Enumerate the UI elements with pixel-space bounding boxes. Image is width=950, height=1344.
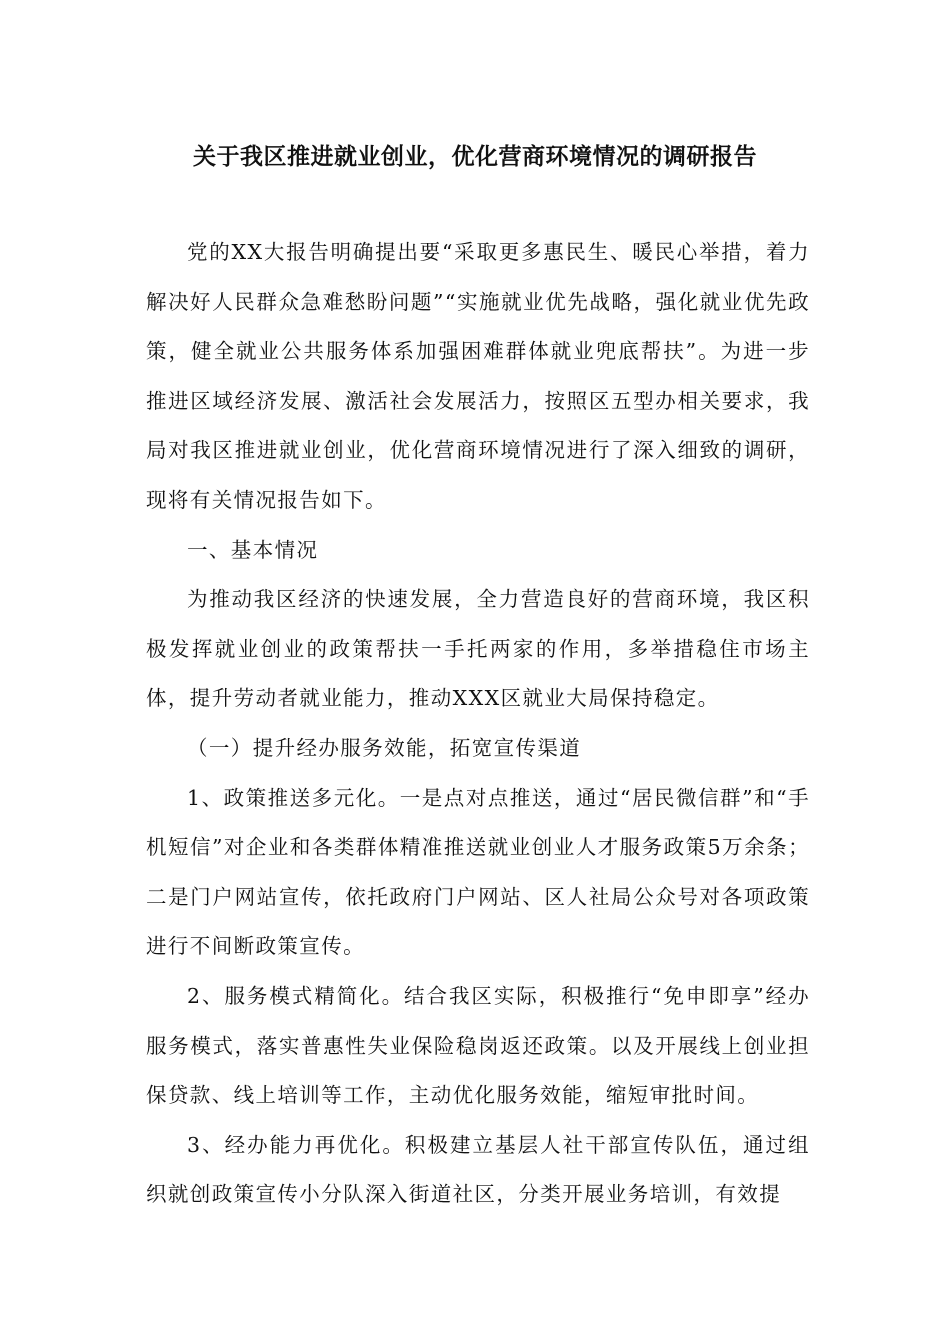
intro-paragraph: 党的XX大报告明确提出要“采取更多惠民生、暖民心举措，着力解决好人民群众急难愁盼问题”“实施就业优先战略，强化就业优先政策，健全就业公共服务体系加强困难群体就业兜底帮扶”。为进一步推进区域经济发展、激活社会发展活力，按照区五型办相关要求，我局对我区推进就业创业，优化营商环境情况进行了深入细致的调研，现将有关情况报告如下。 bbox=[146, 240, 810, 512]
item-paragraph-2: 2、服务模式精简化。结合我区实际，积极推行“免申即享”经办服务模式，落实普惠性失业保险稳岗返还政策。以及开展线上创业担保贷款、线上培训等工作，主动优化服务效能，缩短审批时间。 bbox=[146, 983, 810, 1108]
section-heading-basic-situation: 一、基本情况 bbox=[187, 537, 319, 562]
item-paragraph-1: 1、政策推送多元化。一是点对点推送，通过“居民微信群”和“手机短信”对企业和各类群体精准推送就业创业人才服务政策5万余条；二是门户网站宣传，依托政府门户网站、区人社局公众号对各项政策进行不间断政策宣传。 bbox=[146, 785, 810, 959]
basic-situation-paragraph: 为推动我区经济的快速发展，全力营造良好的营商环境，我区积极发挥就业创业的政策帮扶一手托两家的作用，多举措稳住市场主体，提升劳动者就业能力，推动XXX区就业大局保持稳定。 bbox=[146, 587, 810, 711]
document-body bbox=[146, 228, 810, 1220]
document-title: 关于我区推进就业创业，优化营商环境情况的调研报告 bbox=[193, 143, 757, 170]
subsection-heading-1: （一）提升经办服务效能，拓宽宣传渠道 bbox=[187, 735, 582, 760]
item-paragraph-3: 3、经办能力再优化。积极建立基层人社干部宣传队伍，通过组织就创政策宣传小分队深入街道社区，分类开展业务培训，有效提 bbox=[146, 1132, 810, 1207]
